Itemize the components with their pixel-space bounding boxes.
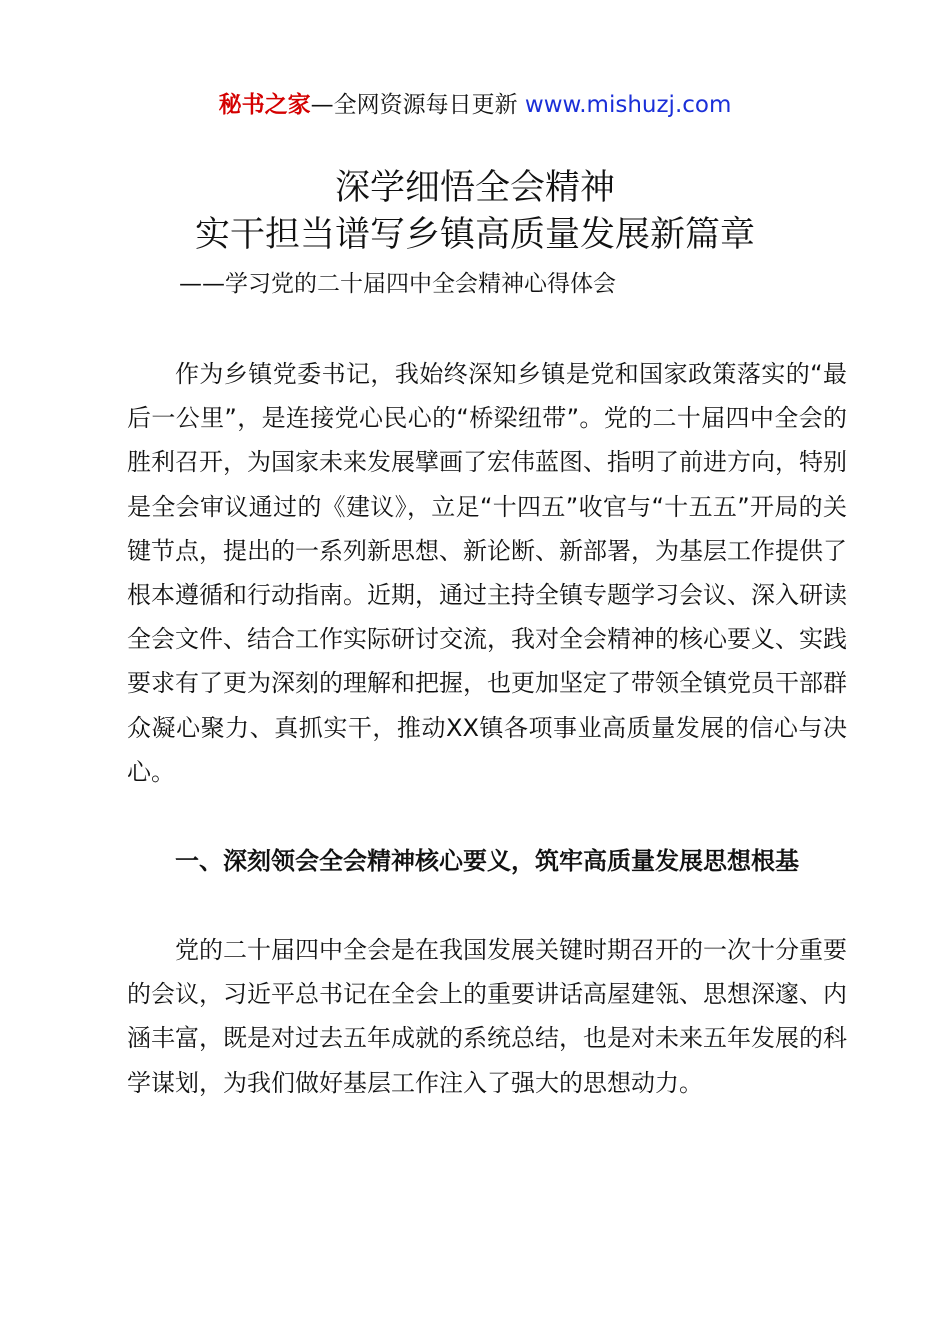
document-title-line-1: 深学细悟全会精神 bbox=[334, 168, 615, 208]
site-header bbox=[0, 88, 950, 122]
site-url-link[interactable]: www.mishuzj.com bbox=[524, 92, 732, 118]
body-paragraph-2: 党的二十届四中全会是在我国发展关键时期召开的一次十分重要的会议，习近平总书记在全会上的重要讲话高屋建瓴、思想深邃、内涵丰富，既是对过去五年成就的系统总结，也是对未来五年发展的科学谋划，为我们做好基层工作注入了强大的思想动力。 bbox=[127, 936, 847, 1097]
document-title-line-2: 实干担当谱写乡镇高质量发展新篇章 bbox=[194, 215, 755, 255]
document-subtitle: ——学习党的二十届四中全会精神心得体会 bbox=[179, 271, 616, 297]
site-brand[interactable]: 秘书之家 bbox=[218, 92, 311, 118]
section-heading-1: 一、深刻领会全会精神核心要义，筑牢高质量发展思想根基 bbox=[175, 847, 799, 875]
body-paragraph-1: 作为乡镇党委书记，我始终深知乡镇是党和国家政策落实的“最后一公里”，是连接党心民心的“桥梁纽带”。党的二十届四中全会的胜利召开，为国家未来发展擘画了宏伟蓝图、指明了前进方向，特别是全会审议通过的《建议》，立足“十四五”收官与“十五五”开局的关键节点，提出的一系列新思想、新论断、新部署，为基层工作提供了根本遵循和行动指南。近期，通过主持全镇专题学习会议、深入研读全会文件、结合工作实际研讨交流，我对全会精神的核心要义、实践要求有了更为深刻的理解和把握，也更加坚定了带领全镇党员干部群众凝心聚力、真抓实干，推动XX镇各项事业高质量发展的信心与决心。 bbox=[127, 360, 847, 786]
site-slogan: —全网资源每日更新 bbox=[310, 92, 525, 118]
